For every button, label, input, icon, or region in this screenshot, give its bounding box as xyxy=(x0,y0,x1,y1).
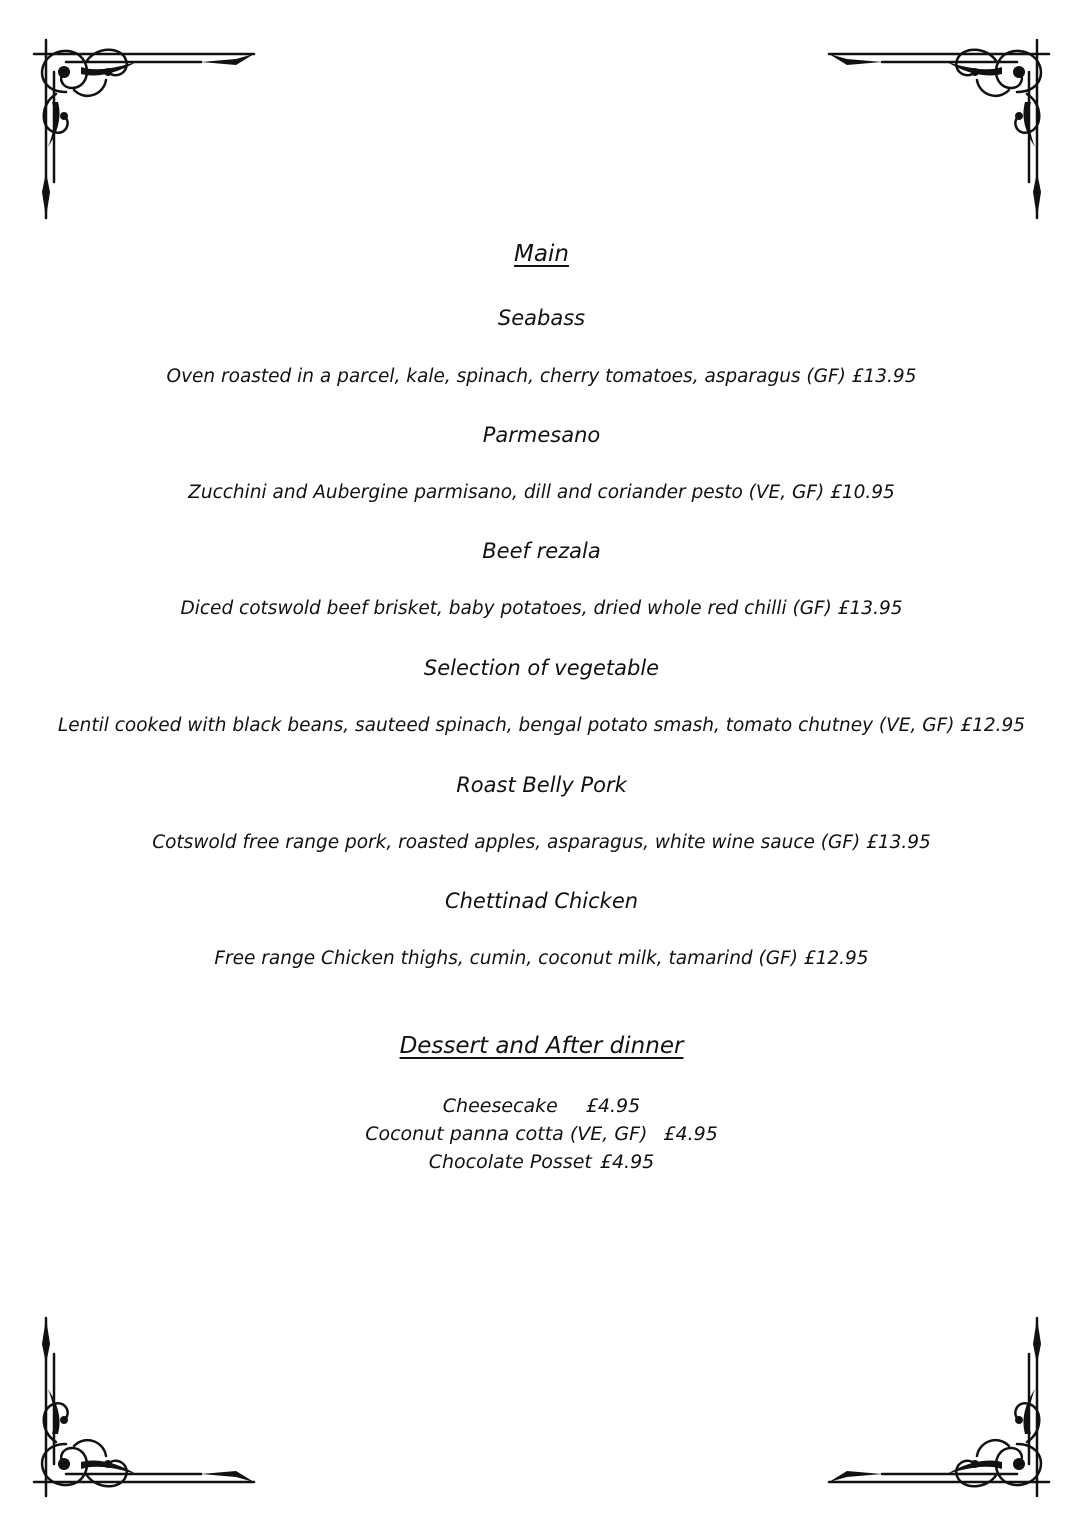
dish-name-beef-rezala: Beef rezala xyxy=(482,539,601,563)
dessert-price: £4.95 xyxy=(599,1151,655,1173)
section-title-main: Main xyxy=(514,241,569,267)
flourish-icon xyxy=(827,32,1057,222)
dish-description-selection-of-vegetable: Lentil cooked with black beans, sauteed spinach, bengal potato smash, tomato chutney (VE, GF) £12.95 xyxy=(57,715,1026,736)
dish-description-beef-rezala: Diced cotswold beef brisket, baby potatoes, dried whole red chilli (GF) £13.95 xyxy=(180,598,903,619)
dish-description-parmesano: Zucchini and Aubergine parmisano, dill and coriander pesto (VE, GF) £10.95 xyxy=(188,482,895,503)
corner-ornament-top-right xyxy=(827,32,1057,222)
dish-description-seabass: Oven roasted in a parcel, kale, spinach, cherry tomatoes, asparagus (GF) £13.95 xyxy=(166,366,917,387)
dessert-price: £4.95 xyxy=(585,1095,641,1117)
dessert-name: Coconut panna cotta (VE, GF) xyxy=(365,1123,648,1145)
dish-name-chettinad-chicken: Chettinad Chicken xyxy=(444,889,639,913)
dish-name-selection-of-vegetable: Selection of vegetable xyxy=(423,656,660,680)
dessert-price: £4.95 xyxy=(663,1123,718,1145)
dish-name-parmesano: Parmesano xyxy=(482,423,601,447)
dessert-item xyxy=(0,1151,1083,1173)
flourish-icon xyxy=(827,1314,1057,1504)
dish-name-roast-belly-pork: Roast Belly Pork xyxy=(456,773,627,797)
dish-name-seabass: Seabass xyxy=(497,306,586,330)
dish-description-chettinad-chicken: Free range Chicken thighs, cumin, coconut milk, tamarind (GF) £12.95 xyxy=(214,948,869,969)
corner-ornament-bottom-right xyxy=(827,1314,1057,1504)
corner-ornament-top-left xyxy=(26,32,256,222)
dessert-name: Cheesecake xyxy=(442,1095,558,1117)
dish-description-roast-belly-pork: Cotswold free range pork, roasted apples, asparagus, white wine sauce (GF) £13.95 xyxy=(152,832,931,853)
corner-ornament-bottom-left xyxy=(26,1314,256,1504)
flourish-icon xyxy=(26,32,256,222)
dessert-name: Chocolate Posset xyxy=(428,1151,592,1173)
section-title-dessert: Dessert and After dinner xyxy=(399,1033,684,1059)
dessert-item xyxy=(0,1095,1083,1117)
dessert-item xyxy=(0,1123,1083,1145)
flourish-icon xyxy=(26,1314,256,1504)
